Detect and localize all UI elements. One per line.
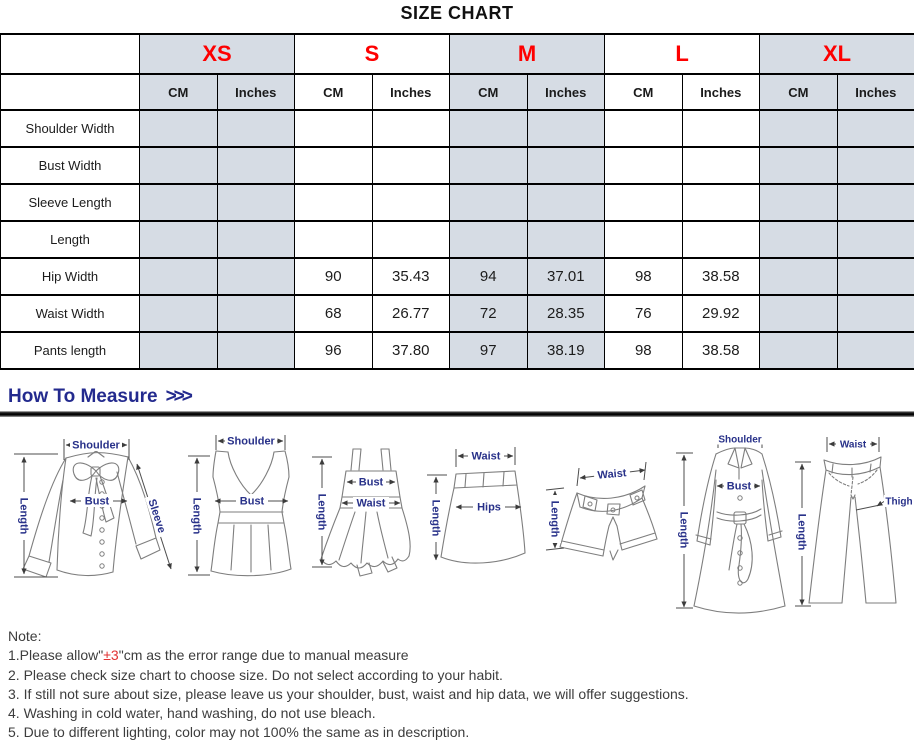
table-cell [682,147,760,184]
size-header-xl: XL [760,34,914,74]
table-cell: 97 [450,332,528,369]
diagram-tank-top [188,434,291,576]
row-label: Hip Width [1,258,140,295]
table-cell: 68 [295,295,373,332]
unit-cm: CM [760,74,838,110]
unit-inches: Inches [527,74,605,110]
notes-block [8,627,689,743]
label-shoulder: Shoulder [72,439,120,452]
table-cell: 38.58 [682,258,760,295]
table-cell: 28.35 [527,295,605,332]
label-length: Length [677,511,690,549]
table-cell [217,295,295,332]
table-cell [837,221,914,258]
table-cell [837,110,914,147]
label-length: Length [315,493,328,531]
size-header-l: L [605,34,760,74]
unit-inches: Inches [372,74,450,110]
notes-heading: Note: [8,628,42,644]
corner-cell [1,34,140,74]
table-cell [760,147,838,184]
table-cell: 98 [605,258,683,295]
table-cell [760,332,838,369]
table-cell: 29.92 [682,295,760,332]
label-length: Length [429,499,442,537]
table-row [1,332,914,369]
note-1-prefix: 1.Please allow" [8,647,104,664]
table-cell [682,221,760,258]
row-label: Shoulder Width [1,110,140,147]
measure-diagrams [0,420,914,625]
table-cell [760,184,838,221]
label-thigh: Thigh [885,496,913,508]
row-label: Waist Width [1,295,140,332]
label-shoulder: Shoulder [718,434,762,446]
table-cell [372,147,450,184]
table-cell [605,147,683,184]
label-length: Length [190,497,203,535]
unit-cm: CM [605,74,683,110]
label-bust: Bust [84,495,110,508]
table-cell [217,110,295,147]
table-cell: 38.19 [527,332,605,369]
note-item-3: 3. If still not sure about size, please leave us your shoulder, bust, waist and hip data, we will offer suggestions. [8,685,689,702]
table-cell [682,184,760,221]
size-header-m: M [450,34,605,74]
label-bust: Bust [239,495,265,508]
table-cell [372,184,450,221]
row-label: Bust Width [1,147,140,184]
corner-cell [1,74,140,110]
table-cell [450,221,528,258]
unit-inches: Inches [217,74,295,110]
table-cell [837,295,914,332]
size-header-row [1,34,914,74]
table-cell [760,258,838,295]
note-item-4: 4. Washing in cold water, hand washing, do not use bleach. [8,705,376,722]
diagram-shorts [546,462,657,560]
table-cell: 37.80 [372,332,450,369]
size-table [0,33,914,370]
size-header-xs: XS [140,34,295,74]
row-label: Pants length [1,332,140,369]
table-cell [450,147,528,184]
table-cell [605,221,683,258]
unit-cm: CM [295,74,373,110]
row-label: Length [1,221,140,258]
table-cell [140,295,218,332]
table-cell [527,221,605,258]
table-row [1,147,914,184]
table-cell [837,258,914,295]
table-cell: 98 [605,332,683,369]
label-waist: Waist [839,439,867,451]
table-cell [140,110,218,147]
label-waist: Waist [471,450,501,463]
table-cell [217,147,295,184]
table-cell [682,110,760,147]
table-cell [140,184,218,221]
unit-header-row [1,74,914,110]
label-waist: Waist [597,467,627,482]
label-bust: Bust [358,476,384,489]
table-cell [140,332,218,369]
table-cell [217,258,295,295]
table-cell: 37.01 [527,258,605,295]
page-title: SIZE CHART [400,3,514,23]
table-cell [295,147,373,184]
table-row [1,258,914,295]
table-cell [760,295,838,332]
note-1-tolerance: ±3 [103,647,119,664]
table-cell: 96 [295,332,373,369]
table-row [1,110,914,147]
table-cell [372,110,450,147]
label-shoulder: Shoulder [227,435,275,448]
note-item-2: 2. Please check size chart to choose size. Do not select according to your habit. [8,666,503,683]
table-cell: 26.77 [372,295,450,332]
table-cell [605,184,683,221]
table-cell [295,184,373,221]
note-item-1 [8,646,689,665]
table-cell [140,221,218,258]
size-header-s: S [295,34,450,74]
divider-rule [0,411,914,417]
unit-inches: Inches [682,74,760,110]
label-hips: Hips [477,501,501,514]
table-cell [837,184,914,221]
table-row [1,184,914,221]
label-bust: Bust [726,480,752,493]
note-item-5: 5. Due to different lighting, color may not 100% the same as in description. [8,724,470,741]
label-waist: Waist [356,497,386,510]
diagram-blouse [14,438,171,577]
chevrons-icon: >>> [165,386,190,407]
table-cell [295,110,373,147]
table-cell [450,110,528,147]
table-cell [140,258,218,295]
how-to-measure-text: How To Measure [8,386,158,407]
table-cell [527,184,605,221]
table-cell [837,147,914,184]
table-cell [217,332,295,369]
label-length: Length [548,500,561,538]
diagram-coat [676,433,785,614]
table-row [1,295,914,332]
table-cell [372,221,450,258]
note-1-suffix: "cm as the error range due to manual measure [118,647,409,664]
unit-cm: CM [140,74,218,110]
table-cell: 94 [450,258,528,295]
table-cell: 76 [605,295,683,332]
how-to-measure-heading [8,386,190,408]
label-length: Length [17,497,30,535]
label-sleeve: Sleeve [145,497,168,535]
diagram-skirt [427,447,525,563]
table-cell: 35.43 [372,258,450,295]
table-cell [450,184,528,221]
table-cell [217,184,295,221]
label-length: Length [795,513,808,551]
row-label: Sleeve Length [1,184,140,221]
table-row [1,221,914,258]
unit-cm: CM [450,74,528,110]
table-cell: 72 [450,295,528,332]
table-cell: 38.58 [682,332,760,369]
table-cell [605,110,683,147]
table-cell [140,147,218,184]
diagram-dress [312,449,410,576]
table-cell [760,110,838,147]
table-cell [217,221,295,258]
table-cell [527,147,605,184]
diagram-pants [795,437,914,606]
table-cell [837,332,914,369]
table-cell: 90 [295,258,373,295]
table-cell [527,110,605,147]
table-cell [295,221,373,258]
table-cell [760,221,838,258]
unit-inches: Inches [837,74,914,110]
